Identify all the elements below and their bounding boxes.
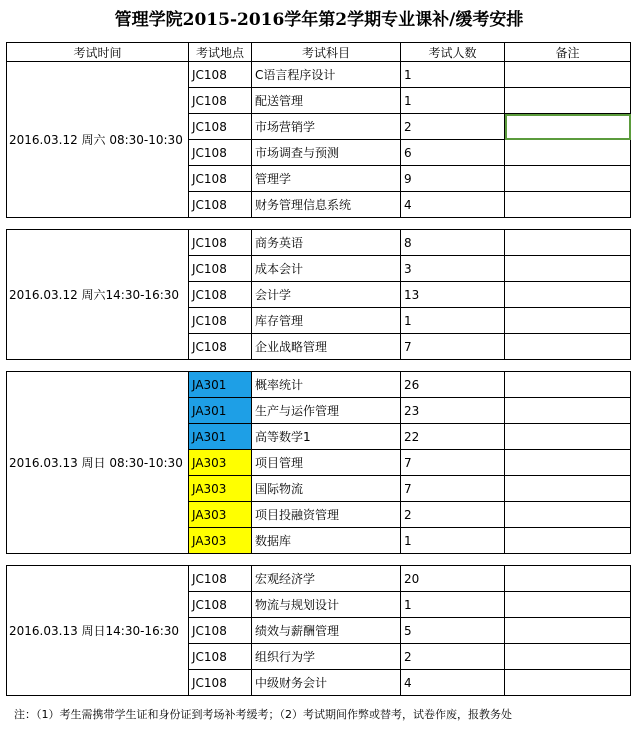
count-cell[interactable]: 1 [401, 88, 505, 114]
header-subject[interactable]: 考试科目 [252, 43, 401, 62]
sheet-title: 管理学院2015-2016学年第2学期专业课补/缓考安排 [114, 10, 524, 30]
room-cell[interactable]: JC108 [189, 308, 252, 334]
room-cell[interactable]: JC108 [189, 230, 252, 256]
spacer-cell[interactable] [189, 554, 252, 566]
count-cell[interactable]: 3 [401, 256, 505, 282]
spacer-cell[interactable] [252, 218, 401, 230]
remarks-cell[interactable] [505, 644, 631, 670]
count-cell[interactable]: 6 [401, 140, 505, 166]
group-spacer-row [7, 360, 631, 372]
group-spacer-row [7, 218, 631, 230]
spacer-cell[interactable] [252, 554, 401, 566]
subject-cell[interactable]: C语言程序设计 [252, 62, 401, 88]
spacer-cell[interactable] [189, 218, 252, 230]
subject-cell[interactable]: 数据库 [252, 528, 401, 554]
spacer-cell[interactable] [189, 360, 252, 372]
count-cell[interactable]: 22 [401, 424, 505, 450]
count-cell[interactable]: 8 [401, 230, 505, 256]
exam-time-cell[interactable]: 2016.03.12 周六 08:30-10:30 [7, 62, 189, 218]
remarks-cell[interactable] [505, 88, 631, 114]
spacer-cell[interactable] [505, 360, 631, 372]
subject-cell[interactable]: 成本会计 [252, 256, 401, 282]
subject-cell[interactable]: 配送管理 [252, 88, 401, 114]
remarks-cell[interactable] [505, 502, 631, 528]
count-cell[interactable]: 2 [401, 644, 505, 670]
spacer-cell[interactable] [7, 218, 189, 230]
count-cell[interactable]: 7 [401, 334, 505, 360]
exam-schedule-table [6, 42, 631, 696]
room-cell[interactable]: JC108 [189, 140, 252, 166]
group-spacer-row [7, 554, 631, 566]
remarks-cell[interactable] [505, 334, 631, 360]
count-cell[interactable]: 1 [401, 528, 505, 554]
room-cell[interactable]: JC108 [189, 334, 252, 360]
spacer-cell[interactable] [252, 360, 401, 372]
subject-cell[interactable]: 概率统计 [252, 372, 401, 398]
subject-cell[interactable]: 国际物流 [252, 476, 401, 502]
count-cell[interactable]: 1 [401, 62, 505, 88]
subject-cell[interactable]: 财务管理信息系统 [252, 192, 401, 218]
room-cell[interactable]: JC108 [189, 618, 252, 644]
spacer-cell[interactable] [401, 554, 505, 566]
remarks-cell[interactable] [505, 192, 631, 218]
subject-cell[interactable]: 宏观经济学 [252, 566, 401, 592]
header-remarks[interactable]: 备注 [505, 43, 631, 62]
remarks-cell[interactable] [505, 566, 631, 592]
subject-cell[interactable]: 生产与运作管理 [252, 398, 401, 424]
remarks-cell[interactable] [505, 528, 631, 554]
remarks-cell[interactable] [505, 618, 631, 644]
remarks-cell[interactable] [505, 450, 631, 476]
room-cell[interactable]: JC108 [189, 192, 252, 218]
subject-cell[interactable]: 库存管理 [252, 308, 401, 334]
subject-cell[interactable]: 商务英语 [252, 230, 401, 256]
remarks-cell[interactable] [505, 62, 631, 88]
subject-cell[interactable]: 绩效与薪酬管理 [252, 618, 401, 644]
remarks-cell[interactable] [505, 476, 631, 502]
spacer-cell[interactable] [401, 360, 505, 372]
count-cell[interactable]: 13 [401, 282, 505, 308]
room-cell[interactable]: JA303 [189, 528, 252, 554]
room-cell[interactable]: JA303 [189, 502, 252, 528]
remarks-cell[interactable] [505, 398, 631, 424]
subject-cell[interactable]: 中级财务会计 [252, 670, 401, 696]
subject-cell[interactable]: 会计学 [252, 282, 401, 308]
count-cell[interactable]: 26 [401, 372, 505, 398]
room-cell[interactable]: JC108 [189, 592, 252, 618]
count-cell[interactable]: 1 [401, 592, 505, 618]
count-cell[interactable]: 2 [401, 114, 505, 140]
room-cell[interactable]: JA301 [189, 424, 252, 450]
room-cell[interactable]: JA303 [189, 476, 252, 502]
subject-cell[interactable]: 管理学 [252, 166, 401, 192]
room-cell[interactable]: JC108 [189, 88, 252, 114]
header-row [7, 43, 631, 62]
room-cell[interactable]: JC108 [189, 670, 252, 696]
count-cell[interactable]: 4 [401, 670, 505, 696]
room-cell[interactable]: JA301 [189, 372, 252, 398]
count-cell[interactable]: 4 [401, 192, 505, 218]
remarks-cell[interactable] [505, 592, 631, 618]
room-cell[interactable]: JC108 [189, 114, 252, 140]
subject-cell[interactable]: 市场营销学 [252, 114, 401, 140]
count-cell[interactable]: 20 [401, 566, 505, 592]
table-row [7, 62, 631, 88]
remarks-cell[interactable] [505, 256, 631, 282]
remarks-cell[interactable] [505, 140, 631, 166]
room-cell[interactable]: JC108 [189, 166, 252, 192]
table-row [7, 566, 631, 592]
remarks-cell[interactable] [505, 308, 631, 334]
footer-note: 注：（1）考生需携带学生证和身份证到考场补考缓考；（2）考试期间作弊或替考，试卷作废，报教务处 [14, 708, 512, 721]
room-cell[interactable]: JA303 [189, 450, 252, 476]
room-cell[interactable]: JA301 [189, 398, 252, 424]
exam-time-cell[interactable]: 2016.03.13 周日14:30-16:30 [7, 566, 189, 696]
room-cell[interactable]: JC108 [189, 644, 252, 670]
spacer-cell[interactable] [401, 218, 505, 230]
header-room[interactable]: 考试地点 [189, 43, 252, 62]
table-row [7, 372, 631, 398]
header-count[interactable]: 考试人数 [401, 43, 505, 62]
remarks-cell[interactable] [505, 670, 631, 696]
subject-cell[interactable]: 市场调查与预测 [252, 140, 401, 166]
count-cell[interactable]: 1 [401, 308, 505, 334]
subject-cell[interactable]: 项目管理 [252, 450, 401, 476]
selected-cell[interactable] [505, 114, 631, 140]
room-cell[interactable]: JC108 [189, 282, 252, 308]
count-cell[interactable]: 2 [401, 502, 505, 528]
exam-time-cell[interactable]: 2016.03.12 周六14:30-16:30 [7, 230, 189, 360]
room-cell[interactable]: JC108 [189, 62, 252, 88]
subject-cell[interactable]: 物流与规划设计 [252, 592, 401, 618]
spacer-cell[interactable] [505, 218, 631, 230]
count-cell[interactable]: 7 [401, 476, 505, 502]
remarks-cell[interactable] [505, 230, 631, 256]
spacer-cell[interactable] [7, 360, 189, 372]
remarks-cell[interactable] [505, 166, 631, 192]
remarks-cell[interactable] [505, 372, 631, 398]
count-cell[interactable]: 7 [401, 450, 505, 476]
subject-cell[interactable]: 高等数学1 [252, 424, 401, 450]
remarks-cell[interactable] [505, 424, 631, 450]
exam-time-cell[interactable]: 2016.03.13 周日 08:30-10:30 [7, 372, 189, 554]
spacer-cell[interactable] [505, 554, 631, 566]
count-cell[interactable]: 9 [401, 166, 505, 192]
count-cell[interactable]: 23 [401, 398, 505, 424]
subject-cell[interactable]: 项目投融资管理 [252, 502, 401, 528]
header-time[interactable]: 考试时间 [7, 43, 189, 62]
subject-cell[interactable]: 组织行为学 [252, 644, 401, 670]
subject-cell[interactable]: 企业战略管理 [252, 334, 401, 360]
remarks-cell[interactable] [505, 282, 631, 308]
table-row [7, 230, 631, 256]
room-cell[interactable]: JC108 [189, 256, 252, 282]
room-cell[interactable]: JC108 [189, 566, 252, 592]
count-cell[interactable]: 5 [401, 618, 505, 644]
spacer-cell[interactable] [7, 554, 189, 566]
